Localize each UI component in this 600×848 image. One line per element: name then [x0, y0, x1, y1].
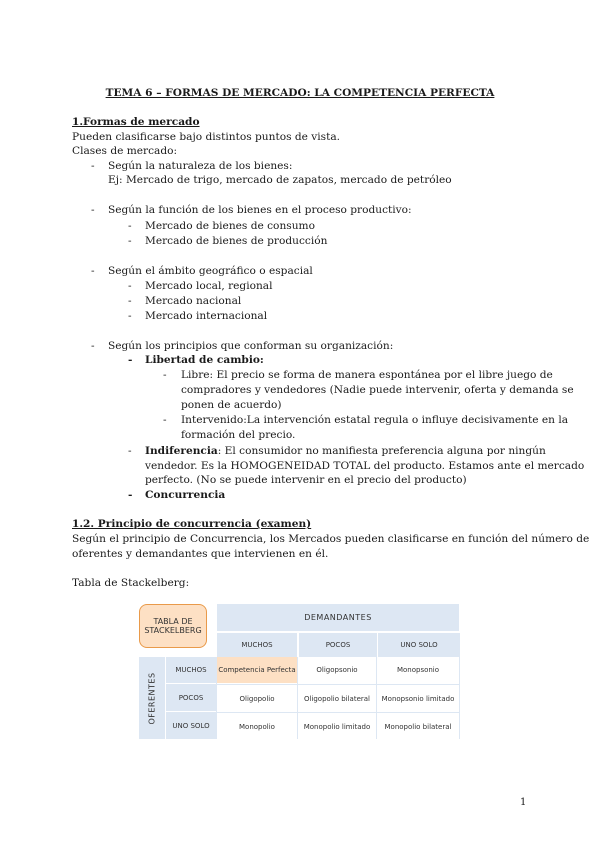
sublist-item: Mercado de bienes de producción: [145, 235, 328, 247]
libre-text: Libre: El precio se forma de manera espontánea por el libre juego de: [181, 369, 553, 381]
sublist-item-concurrencia: Concurrencia: [145, 489, 226, 501]
list-dash: -: [91, 204, 95, 216]
table-cell-highlight: [217, 657, 297, 683]
libre-text: compradores y vendedores (Nadie puede intervenir, oferta y demanda se: [181, 384, 574, 396]
col-header-label: POCOS: [325, 641, 351, 649]
oferentes-header: [139, 657, 165, 739]
table-cell: [377, 657, 459, 683]
grid-line: [376, 657, 377, 739]
oferentes-label: OFERENTES: [147, 671, 157, 725]
table-cell: [217, 684, 297, 712]
row-header-label: UNO SOLO: [172, 721, 210, 730]
corner-line-2: STACKELBERG: [144, 626, 202, 635]
row-header-label: POCOS: [178, 693, 204, 702]
row-header-label: MUCHOS: [175, 666, 207, 674]
sublist-item: Mercado de bienes de consumo: [145, 220, 315, 232]
col-header: [298, 632, 377, 657]
cell-value: Oligopolio: [239, 694, 275, 703]
indiferencia-text: : El consumidor no manifiesta preferencia alguna por ningún: [217, 445, 546, 457]
cell-value: Monopsonio: [396, 666, 440, 674]
sublist-item-libertad: Libertad de cambio:: [145, 354, 264, 366]
list-dash: -: [128, 445, 132, 457]
cell-value: Oligopsonio: [316, 666, 358, 674]
list-dash: -: [128, 295, 132, 307]
cell-value: Monopolio limitado: [303, 722, 371, 731]
sublist-item: Mercado internacional: [145, 310, 268, 322]
intro-text-2: Clases de mercado:: [72, 145, 178, 157]
intervenido-text: Intervenido:La intervención estatal regula o influye decisivamente en la: [181, 414, 569, 426]
section-heading-concurrencia: 1.2. Principio de concurrencia (examen): [72, 518, 312, 530]
table-cell: [298, 657, 376, 683]
table-cell: [377, 684, 459, 712]
indiferencia-text: vendedor. Es la HOMOGENEIDAD TOTAL del producto. Estamos ante el mercado: [145, 460, 585, 472]
section-heading-formas: 1.Formas de mercado: [72, 116, 200, 128]
col-header-label: UNO SOLO: [400, 641, 438, 649]
row-header: [166, 657, 216, 683]
list-dash: -: [128, 354, 133, 366]
grid-line: [297, 657, 298, 739]
intervenido-text: formación del precio.: [181, 429, 296, 441]
grid-line: [216, 657, 217, 739]
list-dash: -: [128, 235, 132, 247]
list-dash: -: [163, 369, 167, 381]
col-header-label: MUCHOS: [241, 641, 273, 649]
paragraph: oferentes y demandantes que intervienen en él.: [72, 548, 329, 560]
demandantes-label: DEMANDANTES: [304, 613, 372, 622]
indiferencia-label: Indiferencia: [145, 445, 218, 457]
list-item-ambito: Según el ámbito geográfico o espacial: [108, 265, 313, 277]
col-header: [377, 632, 460, 657]
indiferencia-text: perfecto. (No se puede intervenir en el precio del producto): [145, 474, 467, 486]
page-number: 1: [520, 797, 527, 808]
table-cell: [377, 712, 459, 740]
row-header: [166, 684, 216, 711]
list-item-example: Ej: Mercado de trigo, mercado de zapatos, mercado de petróleo: [108, 174, 452, 186]
list-item-principios: Según los principios que conforman su organización:: [108, 340, 394, 352]
list-dash: -: [163, 414, 167, 426]
libre-text: ponen de acuerdo): [181, 399, 282, 411]
paragraph: Según el principio de Concurrencia, los Mercados pueden clasificarse en función del número de: [72, 533, 590, 545]
list-dash: -: [128, 310, 132, 322]
sublist-item-indiferencia: [145, 444, 546, 458]
table-corner: [139, 604, 207, 648]
cell-value: Oligopolio bilateral: [303, 694, 371, 703]
table-caption: Tabla de Stackelberg:: [72, 577, 190, 589]
list-dash: -: [91, 265, 95, 277]
grid-line: [459, 657, 460, 739]
list-dash: -: [128, 489, 133, 501]
cell-value: Monopolio bilateral: [384, 722, 452, 731]
table-cell: [298, 684, 376, 712]
list-dash: -: [128, 280, 132, 292]
row-header: [166, 712, 216, 739]
cell-value: Competencia Perfecta: [218, 666, 296, 674]
list-dash: -: [91, 340, 95, 352]
col-header: [217, 632, 297, 657]
demandantes-header: [217, 604, 459, 631]
list-item-funcion: Según la función de los bienes en el proceso productivo:: [108, 204, 412, 216]
list-dash: -: [128, 220, 132, 232]
sublist-item: Mercado local, regional: [145, 280, 273, 292]
table-cell: [217, 712, 297, 740]
list-dash: -: [91, 160, 95, 172]
cell-value: Monopsonio limitado: [381, 694, 455, 703]
intro-text: Pueden clasificarse bajo distintos puntos de vista.: [72, 131, 341, 143]
table-cell: [298, 712, 376, 740]
cell-value: Monopolio: [239, 722, 275, 731]
corner-line-1: TABLA DE: [153, 617, 193, 626]
sublist-item: Mercado nacional: [145, 295, 242, 307]
page-title: TEMA 6 – FORMAS DE MERCADO: LA COMPETENCIA PERFECTA: [105, 87, 495, 99]
list-item-naturaleza: Según la naturaleza de los bienes:: [108, 160, 293, 172]
